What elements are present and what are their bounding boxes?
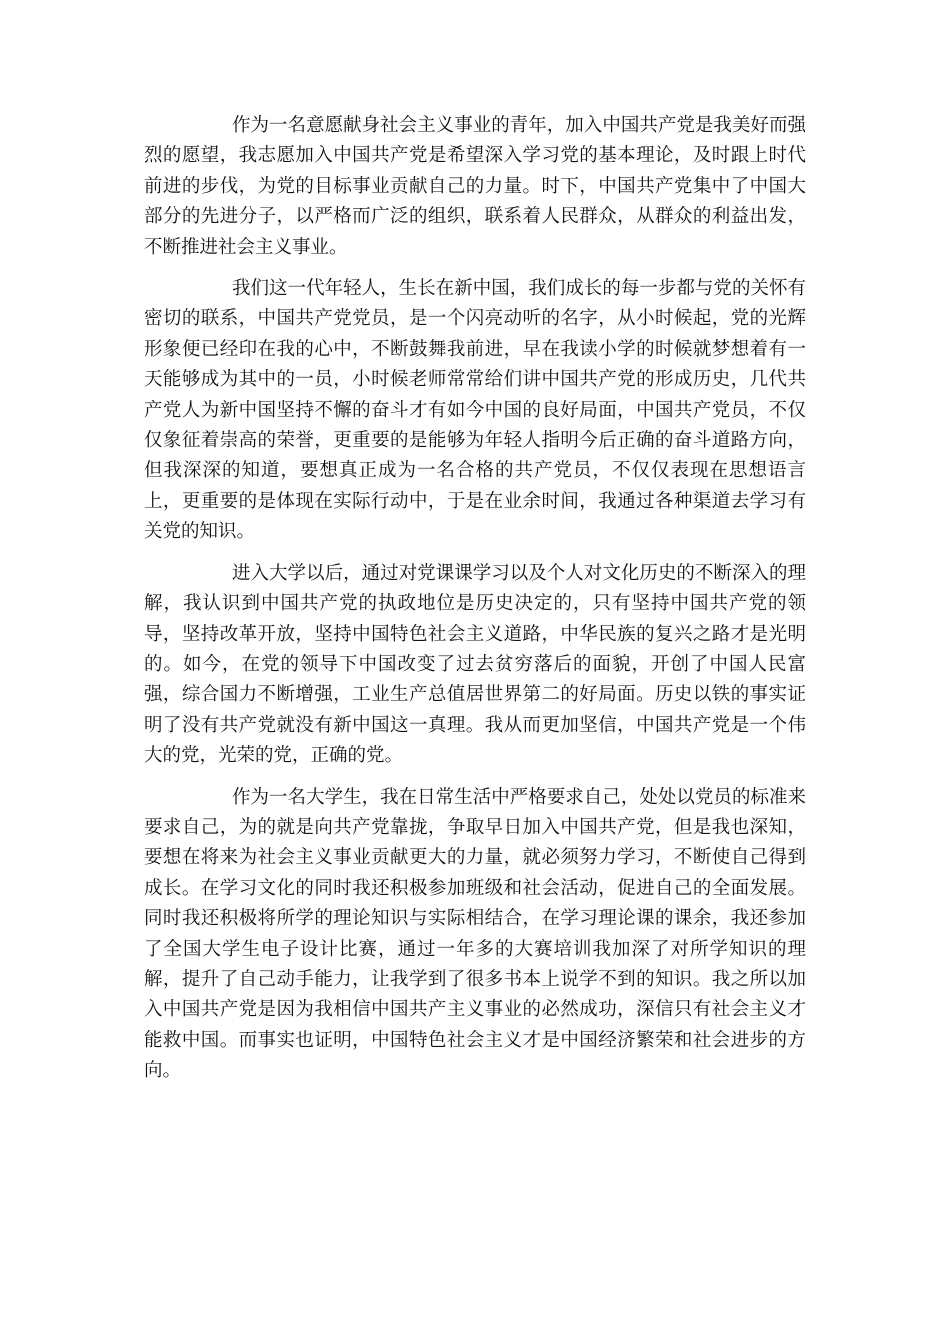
document-body	[144, 111, 806, 1098]
paragraph-3: 进入大学以后，通过对党课课学习以及个人对文化历史的不断深入的理解，我认识到中国共产党的执政地位是历史决定的，只有坚持中国共产党的领导，坚持改革开放，坚持中国特色社会主义道路，中华民族的复兴之路才是光明的。如今，在党的领导下中国改变了过去贫穷落后的面貌，开创了中国人民富强，综合国力不断增强，工业生产总值居世界第二的好局面。历史以铁的事实证明了没有共产党就没有新中国这一真理。我从而更加坚信，中国共产党是一个伟大的党，光荣的党，正确的党。	[144, 562, 806, 767]
paragraph-4: 作为一名大学生，我在日常生活中严格要求自己，处处以党员的标准来要求自己，为的就是向共产党靠拢，争取早日加入中国共产党，但是我也深知，要想在将来为社会主义事业贡献更大的力量，就必须努力学习，不断使自己得到成长。在学习文化的同时我还积极参加班级和社会活动，促进自己的全面发展。同时我还积极将所学的理论知识与实际相结合，在学习理论课的课余，我还参加了全国大学生电子设计比赛，通过一年多的大赛培训我加深了对所学知识的理解，提升了自己动手能力，让我学到了很多书本上说学不到的知识。我之所以加入中国共产党是因为我相信中国共产主义事业的必然成功，深信只有社会主义才能救中国。而事实也证明，中国特色社会主义才是中国经济繁荣和社会进步的方向。	[144, 786, 806, 1082]
paragraph-1: 作为一名意愿献身社会主义事业的青年，加入中国共产党是我美好而强烈的愿望，我志愿加入中国共产党是希望深入学习党的基本理论，及时跟上时代前进的步伐，为党的目标事业贡献自己的力量。时下，中国共产党集中了中国大部分的先进分子，以严格而广泛的组织，联系着人民群众，从群众的利益出发，不断推进社会主义事业。	[144, 115, 806, 258]
paragraph-2: 我们这一代年轻人，生长在新中国，我们成长的每一步都与党的关怀有密切的联系，中国共产党党员，是一个闪亮动听的名字，从小时候起，党的光辉形象便已经印在我的心中，不断鼓舞我前进，早在我读小学的时候就梦想着有一天能够成为其中的一员，小时候老师常常给们讲中国共产党的形成历史，几代共产党人为新中国坚持不懈的奋斗才有如今中国的良好局面，中国共产党员，不仅仅象征着崇高的荣誉，更重要的是能够为年轻人指明今后正确的奋斗道路方向，但我深深的知道，要想真正成为一名合格的共产党员，不仅仅表现在思想语言上，更重要的是体现在实际行动中，于是在业余时间，我通过各种渠道去学习有关党的知识。	[144, 278, 806, 543]
